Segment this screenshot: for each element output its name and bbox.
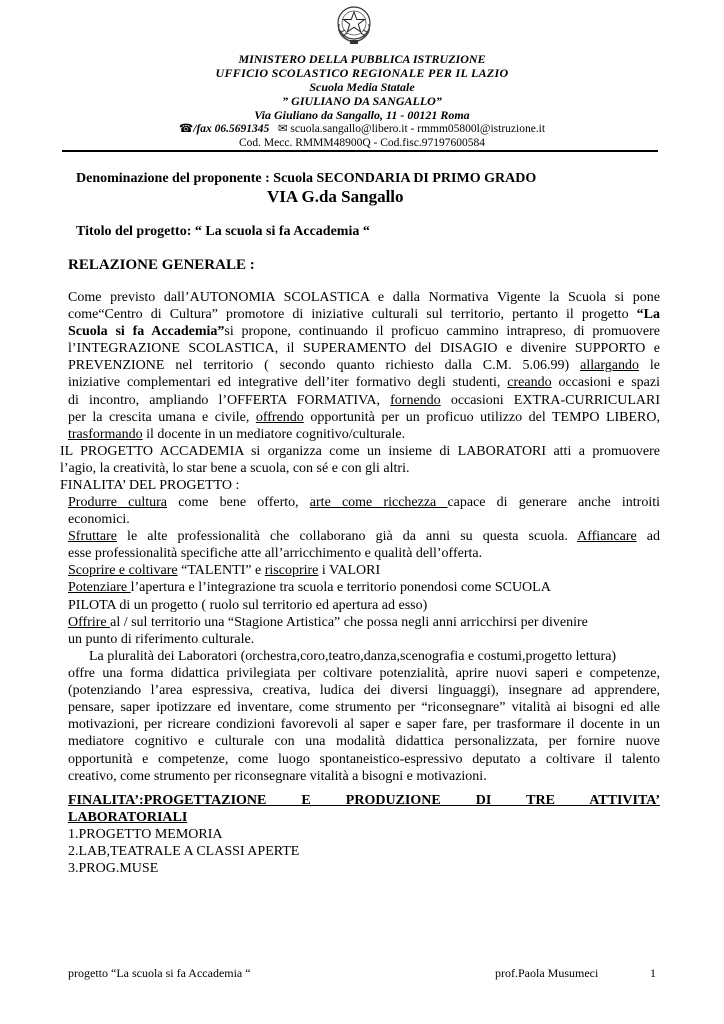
finalita-heading: FINALITA’ DEL PROGETTO :: [60, 478, 240, 494]
finalita-item: Scoprire e coltivare “TALENTI” e riscoprire i VALORI: [68, 563, 381, 579]
regional-office: UFFICIO SCOLASTICO REGIONALE PER IL LAZIO: [215, 66, 509, 80]
plurality-paragraph: [68, 648, 660, 785]
finalita-item: Potenziare l’apertura e l’integrazione tra scuola e territorio ponendosi come SCUOLA: [68, 580, 551, 596]
accademia-line: l’agio, la creatività, lo star bene a scuola, con sé e con gli altri.: [60, 461, 410, 477]
intro-line: iniziative complementari ed integrative dell’iter formativo degli studenti, creando occasioni e spazi: [68, 375, 660, 391]
plurality-line: motivazioni, per ricreare condizioni favorevoli al saper e saper fare, per trasformare il docente in un: [68, 717, 660, 733]
plurality-line: creativo, come strumento per riconsegnare vitalità a bisogni e motivazioni.: [68, 768, 487, 784]
intro-line: di incontro, ampliando l’OFFERTA FORMATIVA, fornendo occasioni EXTRA-CURRICULARI: [68, 392, 660, 408]
phone-icon: ☎: [178, 123, 194, 135]
plurality-line: (potenziando l’area espressiva, creativa, ludica dei diversi linguaggi), insegnare ad apprendere,: [68, 683, 660, 699]
accademia-line: IL PROGETTO ACCADEMIA si organizza come un insieme di LABORATORI atti a promuovere: [60, 444, 660, 459]
footer-project: progetto “La scuola si fa Accademia “: [68, 966, 251, 980]
footer-author: prof.Paola Musumeci: [495, 966, 599, 980]
contact-line: [0, 122, 724, 137]
header-divider: [62, 150, 658, 152]
finalita-item: Sfruttare le alte professionalità che collaborano già da anni su questa scuola. Affiancare ad: [68, 529, 660, 545]
plurality-line: mediatore cognitivo e culturale con una modalità didattica personalizzata, per fornire nuove: [68, 734, 660, 750]
activities-heading: FINALITA’:PROGETTAZIONE E PRODUZIONE DI TRE ATTIVITA’: [68, 793, 660, 808]
activity-item: 3.PROG.MUSE: [68, 861, 159, 877]
finalita-item: economici.: [68, 512, 130, 528]
accademia-paragraph: [60, 443, 660, 494]
intro-line: l’INTEGRAZIONE SCOLASTICA, il SUPERAMENTO del DISAGIO e divenire SUPPORTO e: [68, 341, 660, 357]
envelope-icon: ✉: [277, 123, 288, 135]
finalita-list: [68, 494, 660, 648]
finalita-item: Offrire al / sul territorio una “Stagione Artistica” che possa negli anni arricchirsi per divenire: [68, 614, 588, 630]
school-type: Scuola Media Statale: [309, 80, 415, 94]
finalita-item: esse professionalità specifiche atte all’arricchimento e qualità dell’offerta.: [68, 546, 483, 562]
proponent-address: VIA G.da Sangallo: [267, 187, 404, 206]
project-title: Titolo del progetto: “ La scuola si fa Accademia “: [76, 224, 370, 239]
school-name: ” GIULIANO DA SANGALLO”: [282, 94, 442, 108]
plurality-line: pensare, saper ipotizzare ed inventare, come strumento per “riconsegnare” vitalità ai bisogni ed alle: [68, 700, 660, 716]
proponent-line: Denominazione del proponente : Scuola SECONDARIA DI PRIMO GRADO: [76, 171, 537, 186]
intro-line: Scuola si fa Accademia”si propone, continuando il proficuo cammino intrapreso, di promuovere: [68, 324, 660, 340]
activities-heading-cont: LABORATORIALI: [68, 810, 188, 826]
intro-line: Come previsto dall’AUTONOMIA SCOLASTICA e dalla Normativa Vigente la Scuola si pone: [68, 290, 660, 305]
email-addresses: scuola.sangallo@libero.it - rmmm05800l@istruzione.it: [290, 123, 546, 135]
finalita-item: PILOTA di un progetto ( ruolo sul territorio ed apertura ad esso): [68, 597, 428, 613]
finalita-item: un punto di riferimento culturale.: [68, 631, 255, 647]
school-codes: Cod. Mecc. RMMM48900Q - Cod.fisc.97197600584: [239, 137, 485, 149]
intro-line: come“Centro di Cultura” promotore di iniziative culturali sul territorio, pertanto il progetto “La: [68, 307, 660, 323]
plurality-line: La pluralità dei Laboratori (orchestra,coro,teatro,danza,scenografia e costumi,progetto lettura): [68, 649, 617, 664]
plurality-line: offre una forma didattica privilegiata per coltivare potenzialità, aprire nuovi saperi e competenze,: [68, 666, 660, 682]
ministry-name: MINISTERO DELLA PUBBLICA ISTRUZIONE: [238, 52, 486, 66]
intro-line: trasformando il docente in un mediatore cognitivo/culturale.: [68, 426, 406, 442]
intro-paragraph: [68, 289, 660, 443]
school-address: Via Giuliano da Sangallo, 11 - 00121 Roma: [254, 108, 470, 122]
republic-emblem-icon: [333, 2, 375, 46]
intro-line: PREVENZIONE nel territorio ( secondo quanto richiesto dalla C.M. 5.06.99) allargando le: [68, 358, 660, 374]
activities-section: [68, 792, 660, 877]
activity-item: 2.LAB,TEATRALE A CLASSI APERTE: [68, 844, 300, 860]
section-heading: RELAZIONE GENERALE :: [68, 257, 255, 273]
finalita-item: Produrre cultura come bene offerto, arte come ricchezza capace di generare anche introiti: [68, 495, 660, 510]
plurality-line: opportunità e competenze, come luogo spontaneistico-espressivo deputato a coltivare il talento: [68, 751, 660, 767]
phone-fax: /fax 06.5691345: [193, 123, 270, 135]
activity-item: 1.PROGETTO MEMORIA: [68, 827, 223, 843]
intro-line: per la crescita umana e civile, offrendo opportunità per un proficuo utilizzo del TEMPO LIBERO,: [68, 409, 660, 425]
page-number: 1: [650, 966, 656, 980]
